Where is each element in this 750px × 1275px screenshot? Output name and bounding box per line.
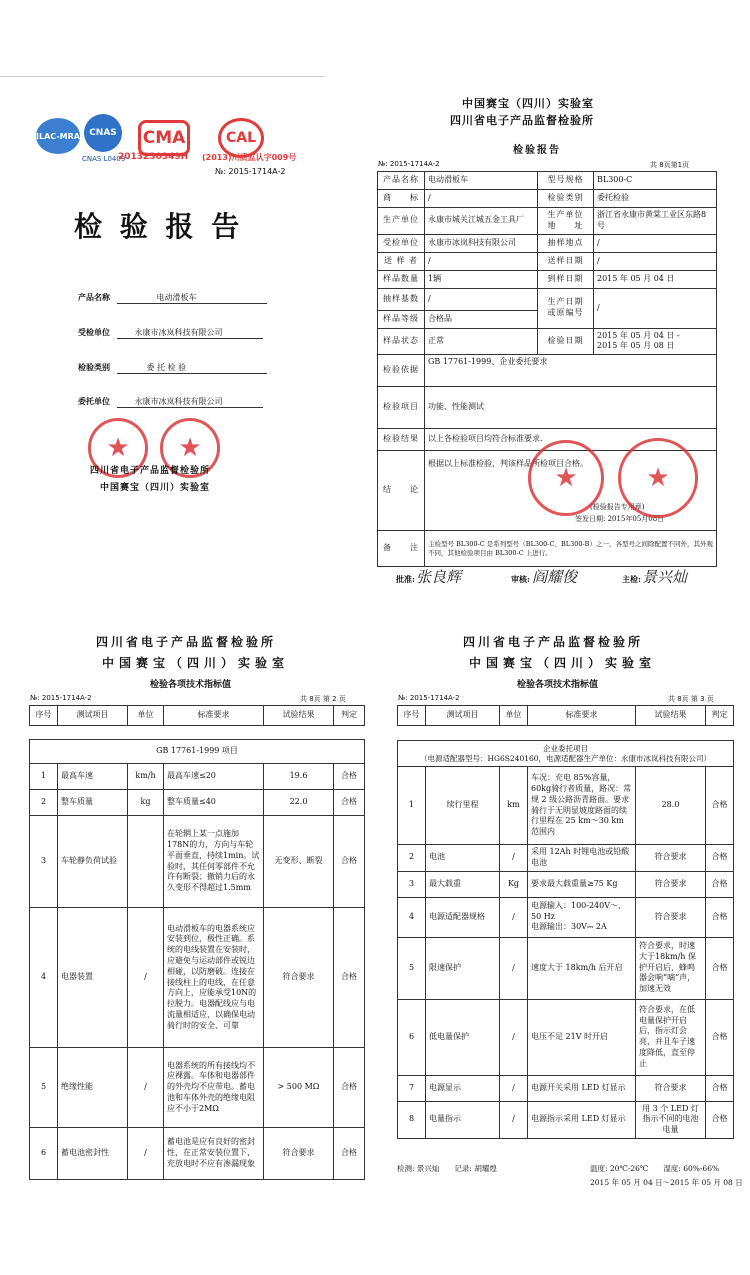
table-row [398, 845, 734, 872]
table-row [30, 908, 365, 1048]
cell: 合格 [706, 871, 734, 897]
column-header: 序号 [30, 706, 58, 726]
label-cell: 抽样地点 [538, 234, 594, 252]
cell: / [128, 908, 164, 1048]
cell: 速度大于 18km/h 后开启 [528, 937, 636, 999]
value-cell: 电动滑板车 [425, 172, 538, 190]
cell: 5 [398, 937, 426, 999]
label-cell: 送样日期 [538, 252, 594, 270]
cell: / [500, 999, 528, 1075]
cell: 车况：充电 85%容量，60kg骑行者质量，路况：常规 2 级公路沥青路面。要求骑行于无明显坡度路面的续行里程在 25 km～30 km 范围内 [528, 767, 636, 845]
cal-code: (2013)川质监认字009号 [202, 153, 297, 162]
cell: Kg [500, 871, 528, 897]
cell: 4 [398, 897, 426, 937]
cell: 1 [398, 767, 426, 845]
value-cell: BL300-C [594, 172, 717, 190]
report-header: 四川省电子产品监督检验所 [450, 114, 594, 127]
cell: 合格 [334, 1048, 365, 1128]
cell: 1 [30, 764, 58, 790]
column-header: 判定 [706, 706, 734, 726]
page-header: 四川省电子产品监督检验所 [96, 635, 277, 649]
value-cell: / [425, 252, 538, 270]
report-number: №: 2015-1714A-2 [30, 694, 92, 702]
cover-field-category [78, 362, 268, 374]
cell: 符合要求 [264, 908, 334, 1048]
cell: 限速保护 [426, 937, 500, 999]
column-header: 判定 [334, 706, 365, 726]
cell: 电源指示采用 LED 灯显示 [528, 1101, 636, 1138]
p2-header-table [29, 705, 365, 726]
table-row [398, 1101, 734, 1138]
cell: 符合要求，时速大于18km/h 保护开启后，蜂鸣器会响“嘀”声，加速无效 [636, 937, 706, 999]
label-cell: 样品等级 [378, 310, 425, 328]
p3-results-table [397, 740, 734, 1139]
field-value: 电动滑板车 [117, 292, 267, 304]
cell: 最高车速 [58, 764, 128, 790]
label-cell: 检验日期 [538, 328, 594, 355]
cell: 合格 [334, 790, 365, 816]
cell: / [128, 1048, 164, 1128]
cell: 蓄电池密封性 [58, 1128, 128, 1180]
red-seal-stamp: ★ [528, 440, 604, 516]
column-header: 单位 [500, 706, 528, 726]
section-header [398, 741, 734, 767]
section-header: GB 17761-1999 项目 [30, 740, 365, 764]
cma-logo: CMA [138, 120, 190, 156]
approve-signature: 张良辉 [416, 568, 462, 586]
cell: 电动滑板车的电器系统应安装到位，极性正确。系统的电线装置在安装时，应避免与运动部件或锐边相碰，以防磨破。连接在接线柱上的电线，在任意方向上，应能承受10N的拉脱力。电器配线应与电流量相适应，以确保电动骑行时的安全、可靠 [164, 908, 264, 1048]
sign-date: 签发日期: 2015年05月08日 [575, 514, 665, 523]
page-title: 检 验 报 告 [74, 210, 244, 243]
table-row [398, 1075, 734, 1101]
cell: 合格 [706, 767, 734, 845]
cell: 电池 [426, 845, 500, 872]
field-label: 检验类别 [78, 362, 110, 372]
cma-code: 2013230349H [118, 152, 189, 162]
cell: 蓄电池是应有良好的密封性，在正常安装位置下，充放电时不应有渗漏现象 [164, 1128, 264, 1180]
label-cell: 检验依据 [378, 355, 425, 387]
label-cell: 样品状态 [378, 328, 425, 355]
cell: 7 [398, 1075, 426, 1101]
field-value: 委 托 检 验 [117, 362, 267, 374]
label-cell: 检验项目 [378, 387, 425, 429]
value-cell: / [594, 288, 717, 328]
page-header: 四川省电子产品监督检验所 [463, 635, 644, 649]
org-name: 中国赛宝（四川）实验室 [100, 483, 211, 493]
cell: 电源显示 [426, 1075, 500, 1101]
table-row [398, 937, 734, 999]
cell: 电量指示 [426, 1101, 500, 1138]
cal-logo: CAL [218, 118, 264, 158]
cell [128, 816, 164, 908]
cell: 6 [398, 999, 426, 1075]
cell: 6 [30, 1128, 58, 1180]
divider [0, 76, 325, 77]
cell: km/h [128, 764, 164, 790]
p3-header-table [397, 705, 734, 726]
cover-field-client [78, 396, 268, 408]
inspect-label: 主检: [622, 574, 641, 584]
cell: 最大载重 [426, 871, 500, 897]
cell: 续行里程 [426, 767, 500, 845]
field-value: 永康市冰岚科技有限公司 [117, 396, 263, 408]
table-row [398, 871, 734, 897]
page-indicator: 共 8页第1页 [650, 161, 690, 169]
page-subtitle: 检验各项技术指标值 [517, 680, 599, 690]
table-row [398, 767, 734, 845]
cell: 合格 [706, 999, 734, 1075]
table-row [30, 790, 365, 816]
page-indicator: 共 8页 第 2 页 [300, 695, 346, 703]
conclusion-text: 根据以上标准检验，判该样品所检项目合格。 [428, 459, 588, 469]
value-cell: 委托检验 [594, 190, 717, 208]
cell: 要求最大载重量≥75 Kg [528, 871, 636, 897]
cell: 符合要求 [636, 871, 706, 897]
column-header: 试验结果 [636, 706, 706, 726]
column-header: 序号 [398, 706, 426, 726]
p2-results-table [29, 739, 365, 1180]
report-number: №: 2015-1714A-2 [398, 694, 460, 702]
section-note: （电源适配器型号：HG6S240160，电源适配器生产单位：永康市冰岚科技有限公司） [419, 753, 712, 763]
cell: 电源输入：100-240V～，50 Hz 电源输出：30V⎓ 2A [528, 897, 636, 937]
cell: 合格 [334, 764, 365, 790]
cell: 19.6 [264, 764, 334, 790]
red-seal-stamp: ★ [618, 438, 698, 518]
label-cell: 结 论 [378, 451, 425, 531]
org-name: 四川省电子产品监督检验所 [90, 466, 211, 476]
value-cell: 主检型号 BL300-C 是系列型号（BL300-C、BL300-B）之一，各型号之间除配置不同外，其外观不同，其他检验项目由 BL300-C 上进行。 [425, 531, 717, 567]
ilac-mra-logo: ILAC-MRA [36, 118, 80, 154]
label-cell: 型号规格 [538, 172, 594, 190]
value-cell: 2015 年 05 月 04 日 - 2015 年 05 月 08 日 [594, 328, 717, 355]
cell: 合格 [334, 1128, 365, 1180]
report-header: 中国赛宝（四川）实验室 [462, 97, 594, 110]
label-cell: 生产单位 地 址 [538, 208, 594, 235]
cell: / [500, 845, 528, 872]
cell: 3 [398, 871, 426, 897]
cover-field-inspected [78, 327, 268, 339]
table-row [30, 764, 365, 790]
footer-inspector: 检测: 景兴灿 记录: 胡耀煌 [397, 1164, 497, 1173]
cell: 合格 [706, 897, 734, 937]
cell: 电源开关采用 LED 灯显示 [528, 1075, 636, 1101]
label-cell: 到样日期 [538, 270, 594, 288]
page-header: 中国赛宝（四川）实验室 [469, 656, 657, 670]
value-cell: 浙江省永康市黄棠工业区东路8号 [594, 208, 717, 235]
cell: kg [128, 790, 164, 816]
cell: > 500 MΩ [264, 1048, 334, 1128]
cell: 绝缘性能 [58, 1048, 128, 1128]
cell: 合格 [706, 937, 734, 999]
column-header: 测试项目 [58, 706, 128, 726]
column-header: 单位 [128, 706, 164, 726]
cell: 采用 12Ah 时锂电池或铅酸电池 [528, 845, 636, 872]
cell: 2 [398, 845, 426, 872]
label-cell: 检验类别 [538, 190, 594, 208]
field-label: 受检单位 [78, 327, 110, 337]
cell: / [128, 1128, 164, 1180]
cnas-code: CNAS L0409 [82, 155, 126, 163]
table-row [30, 816, 365, 908]
label-cell: 样品数量 [378, 270, 425, 288]
footer-conditions: 温度: 20℃-26℃ 湿度: 60%-66% [590, 1164, 720, 1173]
table-row [398, 999, 734, 1075]
cell: km [500, 767, 528, 845]
table-row [30, 1128, 365, 1180]
value-cell: / [594, 252, 717, 270]
cell: 用 3 个 LED 灯指示不同的电池电量 [636, 1101, 706, 1138]
cell: 电压不足 21V 时开启 [528, 999, 636, 1075]
cell: 在轮辋上某一点施加178N的力，方向与车轮平面垂直，持续1min。试验时，其任何零部件不允许有断裂；撤销力后的永久变形不得超过1.5mm [164, 816, 264, 908]
column-header: 测试项目 [426, 706, 500, 726]
label-cell: 商 标 [378, 190, 425, 208]
value-cell: 合格品 [425, 310, 538, 328]
cell: 合格 [706, 845, 734, 872]
cell: 2 [30, 790, 58, 816]
value-cell: 1辆 [425, 270, 538, 288]
cell: 合格 [334, 908, 365, 1048]
approve-label: 批准: [396, 574, 415, 584]
value-cell: 正常 [425, 328, 538, 355]
report-number: №: 2015-1714A-2 [215, 167, 286, 176]
cell: 合格 [706, 1075, 734, 1101]
table-row [398, 897, 734, 937]
value-cell: 永康市冰岚科技有限公司 [425, 234, 538, 252]
cell: / [500, 1075, 528, 1101]
cell: 22.0 [264, 790, 334, 816]
cell: 整车质量 [58, 790, 128, 816]
label-cell: 检验结果 [378, 429, 425, 451]
label-cell: 生产单位 [378, 208, 425, 235]
cell: 3 [30, 816, 58, 908]
value-cell: 功能、性能测试 [425, 387, 717, 429]
column-header: 标准要求 [164, 706, 264, 726]
red-seal-stamp: ★ [160, 418, 220, 478]
review-label: 审核: [511, 574, 530, 584]
cell: / [500, 1101, 528, 1138]
label-cell: 备 注 [378, 531, 425, 567]
field-label: 产品名称 [78, 292, 110, 302]
cell: 合格 [334, 816, 365, 908]
label-cell: 生产日期 或原编号 [538, 288, 594, 328]
footer-date: 2015 年 05 月 04 日～2015 年 05 月 08 日 [590, 1178, 743, 1187]
section-title: 企业委托项目 [543, 743, 589, 753]
cell: 合格 [706, 1101, 734, 1138]
cell: 28.0 [636, 767, 706, 845]
cell: 符合要求 [636, 1075, 706, 1101]
cell: / [500, 937, 528, 999]
report-number: №: 2015-1714A-2 [378, 160, 440, 168]
cell: 无变形、断裂 [264, 816, 334, 908]
cell: / [500, 897, 528, 937]
value-cell: / [594, 234, 717, 252]
cell: 8 [398, 1101, 426, 1138]
label-cell: 受检单位 [378, 234, 425, 252]
cell: 最高车速≤20 [164, 764, 264, 790]
page-header: 中国赛宝（四川）实验室 [102, 656, 290, 670]
inspect-signature: 景兴灿 [642, 568, 688, 586]
column-header: 标准要求 [528, 706, 636, 726]
cell: 4 [30, 908, 58, 1048]
report-title: 检验报告 [513, 145, 561, 156]
cell: 整车质量≤40 [164, 790, 264, 816]
label-cell: 产品名称 [378, 172, 425, 190]
cell: 电器系统的所有接线均不应裸露。车体和电器部件的外壳均不应带电。蓄电池和车体外壳的绝缘电阻应不小于2MΩ [164, 1048, 264, 1128]
cnas-logo: CNAS [84, 114, 122, 152]
cover-field-product [78, 292, 268, 304]
field-value: 永康市冰岚科技有限公司 [117, 327, 263, 339]
value-cell: 永康市城关江城五金工具厂 [425, 208, 538, 235]
cell: 符合要求 [264, 1128, 334, 1180]
cell: 电器装置 [58, 908, 128, 1048]
page-subtitle: 检验各项技术指标值 [150, 680, 232, 690]
value-cell: 2015 年 05 月 04 日 [594, 270, 717, 288]
value-cell: / [425, 190, 538, 208]
value-cell: 以上各检验项目均符合标准要求. [425, 429, 717, 451]
value-cell: GB 17761-1999、企业委托要求 [425, 355, 717, 387]
cell: 低电量保护 [426, 999, 500, 1075]
cell: 车轮静负荷试验 [58, 816, 128, 908]
column-header: 试验结果 [264, 706, 334, 726]
cell: 符合要求 [636, 897, 706, 937]
red-seal-stamp: ★ [88, 418, 148, 478]
label-cell: 送 样 者 [378, 252, 425, 270]
label-cell: 抽样基数 [378, 288, 425, 310]
cell: 符合要求，在低电量保护开启后，指示灯会亮，并且车子速度降低，直至停止 [636, 999, 706, 1075]
stamp-caption: (检验报告专用章) [590, 502, 645, 511]
cell: 符合要求 [636, 845, 706, 872]
cell: 5 [30, 1048, 58, 1128]
table-row [30, 1048, 365, 1128]
page-indicator: 共 8页 第 3 页 [668, 695, 714, 703]
cell: 电源适配器规格 [426, 897, 500, 937]
review-signature: 阎耀俊 [532, 568, 578, 586]
field-label: 委托单位 [78, 396, 110, 406]
value-cell: / [425, 288, 538, 310]
